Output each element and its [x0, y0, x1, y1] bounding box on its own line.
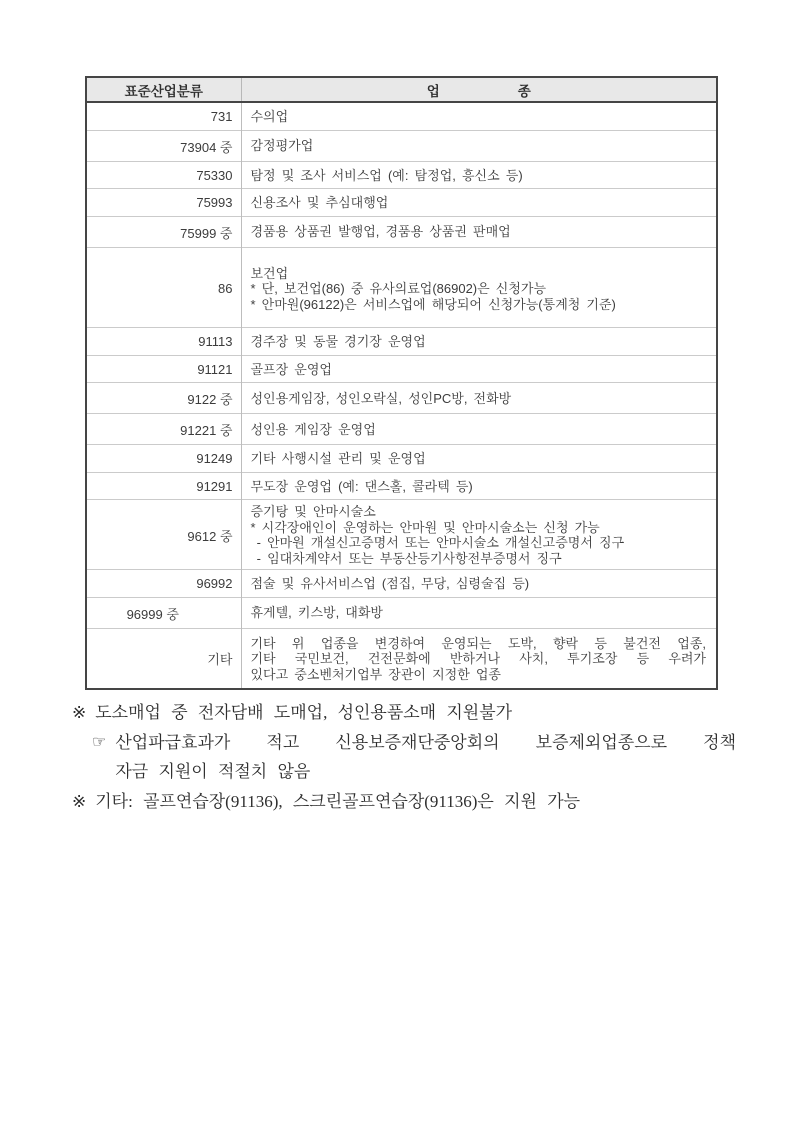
header-business-type-label	[242, 80, 717, 100]
note	[72, 698, 736, 728]
business-type-line: 기타 국민보건, 건전문화에 반하거나 사치, 투기조장 등 우려가	[250, 651, 706, 666]
business-type-cell	[241, 216, 717, 247]
industry-code-cell: 91121	[86, 355, 241, 383]
business-type-line: 경품용 상품권 발행업, 경품용 상품권 판매업	[250, 224, 511, 240]
table-row	[86, 472, 717, 500]
business-type-cell	[241, 445, 717, 473]
table-row	[86, 130, 717, 161]
business-type-cell	[241, 383, 717, 414]
business-type-cell	[241, 328, 717, 356]
header-industry-code: 표준산업분류	[86, 77, 241, 102]
note-lines	[95, 698, 736, 728]
business-type-cell	[241, 570, 717, 598]
industry-code-cell: 91291	[86, 472, 241, 500]
table-body	[86, 102, 717, 689]
industry-code-cell: 91249	[86, 445, 241, 473]
business-type-line: * 단, 보건업(86) 중 유사의료업(86902)은 신청가능	[250, 281, 547, 296]
business-type-cell	[241, 500, 717, 570]
business-type-line: 탐정 및 조사 서비스업 (예: 탐정업, 흥신소 등)	[250, 167, 523, 183]
business-type-cell	[241, 130, 717, 161]
business-type-cell	[241, 161, 717, 189]
business-type-line: 성인용 게임장 운영업	[250, 421, 376, 437]
business-type-line: 점술 및 유사서비스업 (점집, 무당, 심령술집 등)	[250, 576, 530, 591]
industry-code-cell: 731	[86, 102, 241, 130]
business-type-line: 있다고 중소벤처기업부 장관이 지정한 업종	[250, 666, 501, 682]
header-business-type-left: 업	[426, 83, 440, 99]
table-row	[86, 328, 717, 356]
table-row	[86, 161, 717, 189]
industry-code-cell: 9612 중	[86, 500, 241, 570]
business-type-cell	[241, 597, 717, 628]
business-type-line: 골프장 운영업	[250, 361, 332, 377]
note-lines	[95, 787, 736, 817]
header-business-type-right: 종	[517, 83, 531, 99]
business-type-line: 무도장 운영업 (예: 댄스홀, 콜라텍 등)	[250, 478, 473, 494]
note-line: 도소매업 중 전자담배 도매업, 성인용품소매 지원불가	[95, 703, 513, 722]
note-line: 자금 지원이 적절치 않음	[115, 762, 311, 781]
business-type-line: * 시각장애인이 운영하는 안마원 및 안마시술소는 신청 가능	[250, 519, 600, 535]
table-row	[86, 445, 717, 473]
business-type-line: 휴게텔, 키스방, 대화방	[250, 605, 383, 621]
notes	[72, 698, 736, 816]
table-row	[86, 414, 717, 445]
business-type-line: 경주장 및 동물 경기장 운영업	[250, 334, 426, 349]
table-row	[86, 355, 717, 383]
reference-mark-icon: ※	[72, 703, 87, 722]
business-type-line: 기타 사행시설 관리 및 운영업	[250, 451, 426, 466]
industry-code-cell: 75999 중	[86, 216, 241, 247]
business-type-line: 증기탕 및 안마시술소	[250, 504, 376, 519]
business-type-cell	[241, 102, 717, 130]
business-type-line: 성인용게임장, 성인오락실, 성인PC방, 전화방	[250, 390, 512, 406]
industry-code-cell: 96999 중	[86, 597, 241, 628]
business-type-cell	[241, 628, 717, 689]
industry-classification-table	[85, 76, 718, 690]
table-row	[86, 628, 717, 689]
note	[72, 787, 736, 817]
business-type-line: 수의업	[250, 109, 289, 124]
industry-code-cell: 91113	[86, 328, 241, 356]
industry-code-cell: 9122 중	[86, 383, 241, 414]
business-type-cell	[241, 414, 717, 445]
business-type-line: * 안마원(96122)은 서비스업에 해당되어 신청가능(통계청 기준)	[250, 296, 616, 312]
header-business-type	[241, 77, 717, 102]
reference-mark-icon: ※	[72, 791, 87, 811]
table-row	[86, 216, 717, 247]
table-header-row	[86, 77, 717, 102]
table-row	[86, 102, 717, 130]
table-row	[86, 383, 717, 414]
table-row	[86, 247, 717, 328]
table-row	[86, 597, 717, 628]
business-type-cell	[241, 355, 717, 383]
note	[92, 728, 736, 787]
industry-code-cell: 75330	[86, 161, 241, 189]
business-type-line: - 안마원 개설신고증명서 또는 안마시술소 개설신고증명서 징구	[250, 535, 625, 550]
business-type-cell	[241, 189, 717, 217]
table-header	[86, 77, 717, 102]
industry-code-cell: 96992	[86, 570, 241, 598]
business-type-line: 감정평가업	[250, 138, 314, 154]
business-type-line: 보건업	[250, 265, 289, 281]
pointing-hand-icon: ☞	[92, 733, 107, 751]
industry-code-cell: 75993	[86, 189, 241, 217]
industry-code-cell: 86	[86, 247, 241, 328]
industry-code-cell: 기타	[86, 628, 241, 689]
business-type-line: 기타 위 업종을 변경하여 운영되는 도박, 향락 등 불건전 업종,	[250, 635, 706, 651]
business-type-cell	[241, 247, 717, 328]
business-type-line: 신용조사 및 추심대행업	[250, 195, 389, 210]
business-type-line: - 임대차계약서 또는 부동산등기사항전부증명서 징구	[250, 550, 562, 566]
table-row	[86, 189, 717, 217]
note-line: 산업파급효과가 적고 신용보증재단중앙회의 보증제외업종으로 정책	[115, 732, 736, 752]
industry-code-cell: 73904 중	[86, 130, 241, 161]
industry-code-cell: 91221 중	[86, 414, 241, 445]
note-line: 기타: 골프연습장(91136), 스크린골프연습장(91136)은 지원 가능	[95, 791, 581, 811]
table-row	[86, 500, 717, 570]
note-lines	[115, 728, 736, 787]
table-row	[86, 570, 717, 598]
business-type-cell	[241, 472, 717, 500]
